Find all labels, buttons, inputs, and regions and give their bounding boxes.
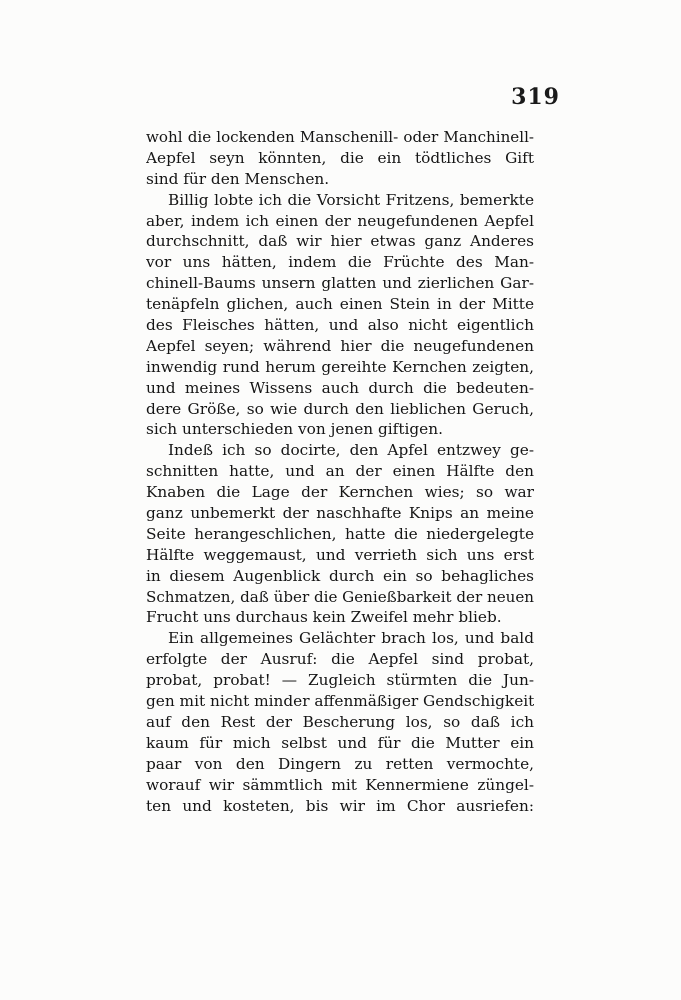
text-line: chinell-Baums unsern glatten und zierlichen Gar- <box>146 274 534 293</box>
text-line: tenäpfeln glichen, auch einen Stein in der Mitte <box>146 295 534 314</box>
text-line: ganz unbemerkt der naschhafte Knips an meine <box>146 504 534 523</box>
text-line: aber, indem ich einen der neugefundenen Aepfel <box>146 211 534 230</box>
text-line: Ein allgemeines Gelächter brach los, und bald <box>168 629 534 648</box>
text-line: in diesem Augenblick durch ein so behagliches <box>146 566 534 585</box>
text-line: Hälfte weggemaust, und verrieth sich uns erst <box>146 545 534 564</box>
text-line: sind für den Menschen. <box>146 169 330 188</box>
text-line: und meines Wissens auch durch die bedeuten- <box>146 378 534 397</box>
text-line: Schmatzen, daß über die Genießbarkeit der neuen <box>146 587 534 606</box>
text-line: dere Größe, so wie durch den lieblichen Geruch, <box>146 399 534 418</box>
page-number: 319 <box>511 84 560 110</box>
text-line: Seite herangeschlichen, hatte die niedergelegte <box>146 524 534 543</box>
text-line: paar von den Dingern zu retten vermochte, <box>146 754 534 773</box>
text-line: Billig lobte ich die Vorsicht Fritzens, bemerkte <box>168 190 534 209</box>
text-line: Indeß ich so docirte, den Apfel entzwey ge- <box>168 441 534 460</box>
text-line: des Fleisches hätten, und also nicht eigentlich <box>146 316 534 335</box>
text-line: vor uns hätten, indem die Früchte des Man- <box>146 253 534 272</box>
text-line: Frucht uns durchaus kein Zweifel mehr blieb. <box>146 608 502 627</box>
text-line: auf den Rest der Bescherung los, so daß ich <box>146 712 534 731</box>
text-line: inwendig rund herum gereihte Kernchen zeigten, <box>146 357 534 376</box>
text-line: ten und kosteten, bis wir im Chor ausriefen: <box>146 796 534 815</box>
text-line: wohl die lockenden Manschenill- oder Manchinell- <box>146 128 534 146</box>
text-line: Aepfel seyn könnten, die ein tödtliches Gift <box>146 148 534 167</box>
text-line: erfolgte der Ausruf: die Aepfel sind probat, <box>146 650 534 669</box>
text-line: gen mit nicht minder affenmäßiger Gendschigkeit <box>146 692 534 711</box>
text-line: schnitten hatte, und an der einen Hälfte den <box>146 462 534 481</box>
body-text <box>146 127 534 816</box>
text-line: probat, probat! — Zugleich stürmten die Jun- <box>146 671 534 690</box>
text-line: worauf wir sämmtlich mit Kennermiene züngel- <box>146 775 534 794</box>
text-line: Aepfel seyen; während hier die neugefundenen <box>146 336 534 355</box>
text-line: Knaben die Lage der Kernchen wies; so war <box>146 483 534 502</box>
text-line: kaum für mich selbst und für die Mutter ein <box>146 733 534 752</box>
text-line: sich unterschieden von jenen giftigen. <box>146 420 443 439</box>
text-line: durchschnitt, daß wir hier etwas ganz Anderes <box>146 232 534 251</box>
